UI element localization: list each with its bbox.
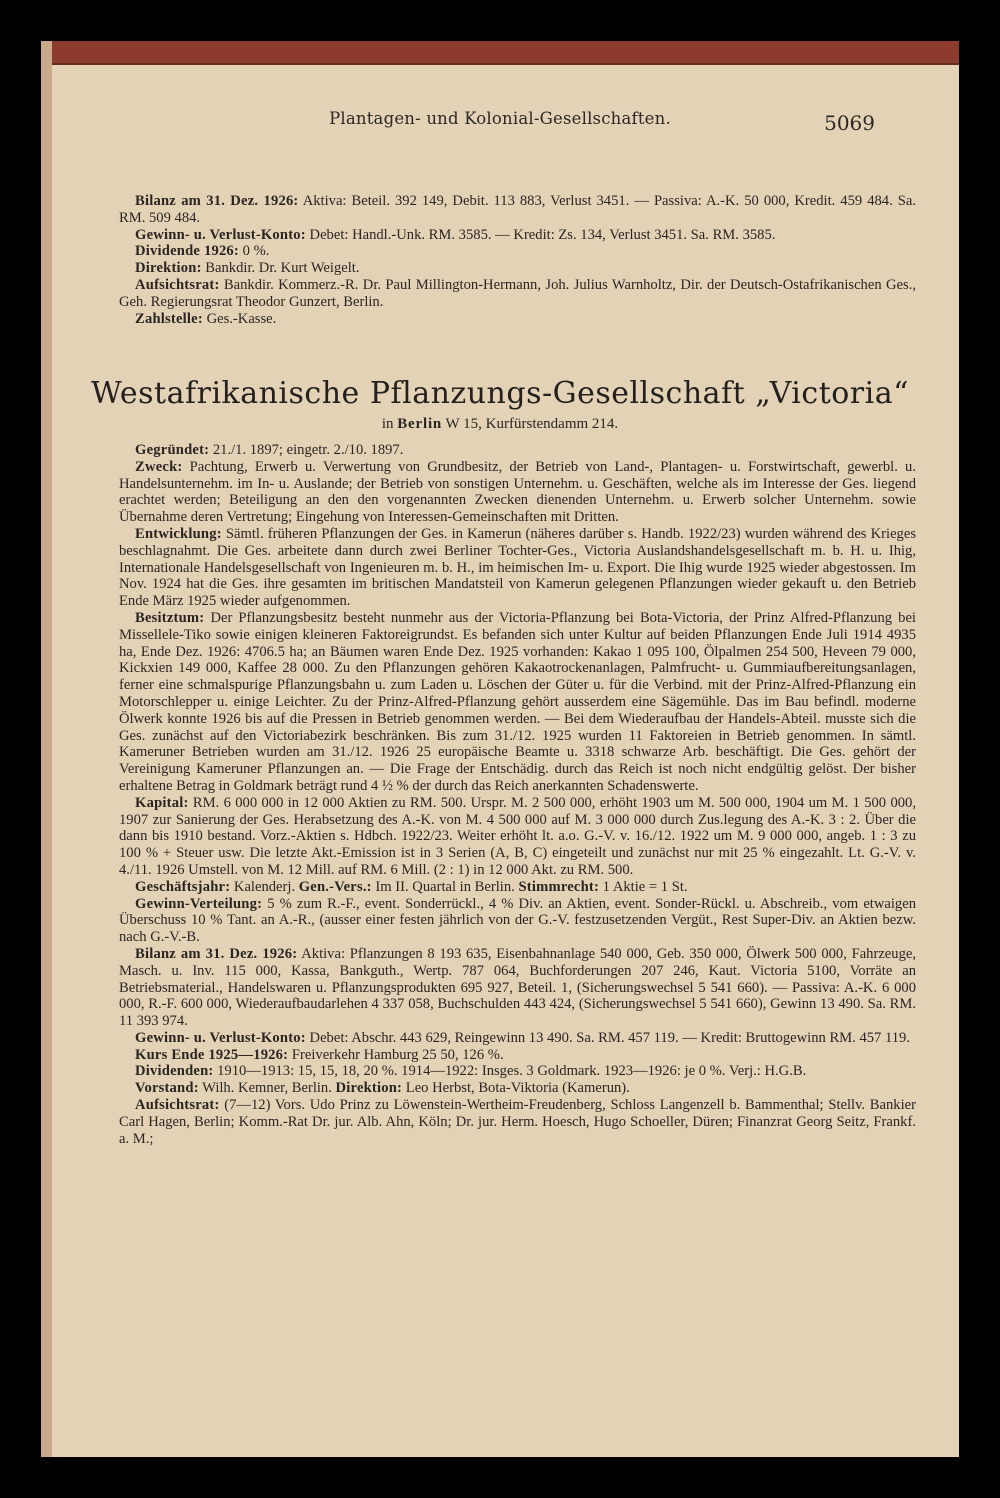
entry-paragraph (119, 1080, 916, 1097)
entry-paragraph (119, 1063, 916, 1080)
entry-text: Ges.-Kasse. (202, 310, 277, 327)
entry-paragraph (119, 260, 916, 277)
entry-text: Pachtung, Erwerb u. Verwertung von Grundbesitz, der Betrieb von Land-, Plantagen- u. Forstwirtschaft, gewerbl. u. Handelsunternehm. im In- u. Auslande; der Betrieb von sonstigen Unternehm. u. Geschäften, welche als im Interesse der Ges. liegend erachtet werden; Beteiligung an den den vorgenannten Zwecken dienenden Unternehm. u. Erwerb solcher Unternehm. sowie Übernahme deren Vertretung; Eingehung von Interessen-Gemeinschaften mit Dritten. (119, 458, 916, 526)
entry-paragraph (119, 243, 916, 260)
entry-paragraph (119, 795, 916, 879)
entry-label: Kapital: (135, 794, 189, 811)
entry-text: Sämtl. früheren Pflanzungen der Ges. in Kamerun (näheres darüber s. Handb. 1922/23) wurden während des Krieges beschlagnahmt. Die Ges. arbeitete dann durch zwei Berliner Tochter-Ges., Victoria Auslandshandelsgesellschaft m. b. H. u. Ihig, Internationale Handelsgesellschaft von Ingenieuren m. b. H., im heimischen Im- u. Export. Die Ihig wurde 1925 wieder abgestossen. Im Nov. 1924 hat die Ges. ihre gesamten im britischen Mandatsteil von Kamerun gelegenen Pflanzungen wieder gekauft u. den Betrieb Ende März 1925 wieder aufgenommen. (119, 525, 916, 610)
entry-paragraph (119, 277, 916, 311)
entry-label: Kurs Ende 1925—1926: (135, 1046, 289, 1063)
entry-text: Wilh. Kemner, Berlin. (198, 1080, 336, 1097)
entry-paragraph (119, 879, 916, 896)
binding-edge (41, 41, 959, 65)
entry-label: Geschäftsjahr: (135, 878, 231, 895)
entry-label: Bilanz am 31. Dez. 1926: (135, 193, 299, 209)
entry-text-2: Im II. Quartal in Berlin. (371, 878, 519, 895)
entry-label: Bilanz am 31. Dez. 1926: (135, 945, 298, 962)
entry-label: Dividende 1926: (135, 243, 239, 260)
entry-label: Gewinn- u. Verlust-Konto: (135, 1029, 306, 1046)
entry-label: Zahlstelle: (135, 310, 203, 327)
entry-text-2: Leo Herbst, Bota-Viktoria (Kamerun). (402, 1080, 630, 1097)
entry-text: Freiverkehr Hamburg 25 50, 126 %. (288, 1046, 504, 1063)
location-prefix: in (381, 416, 398, 432)
entry-text: Aktiva: Beteil. 392 149, Debit. 113 883, Verlust 3451. — Passiva: A.-K. 50 000, Kredit. 459 484. Sa. RM. 509 484. (119, 193, 916, 226)
company-entry-section (119, 442, 916, 1147)
company-title: Westafrikanische Pflanzungs-Gesellschaft „Victoria“ (91, 376, 909, 411)
company-city: Berlin (397, 416, 443, 432)
company-location (41, 416, 959, 433)
entry-label: Gewinn- u. Verlust-Konto: (135, 226, 306, 243)
entry-paragraph (119, 946, 916, 1030)
entry-text: Kalenderj. (230, 878, 299, 895)
entry-text-3: 1 Aktie = 1 St. (599, 878, 688, 895)
book-page (41, 41, 959, 1457)
entry-label: Entwicklung: (135, 525, 222, 542)
page-margin-band (41, 41, 52, 1457)
entry-text: RM. 6 000 000 in 12 000 Aktien zu RM. 500. Urspr. M. 2 500 000, erhöht 1903 um M. 500 000, 1904 um M. 1 500 000, 1907 zur Sanierung der Ges. Herabsetzung des A.-K. von M. 4 500 000 auf M. 3 000 000 durch Zus.legung des A.-K. 3 : 2. Über die dann bis 1910 bestand. Vorz.-Aktien s. Hdbch. 1922/23. Weiter erhöht lt. a.o. G.-V. v. 16./12. 1922 um M. 9 000 000, angeb. 1 : 3 zu 100 % + Steuer usw. Die letzte Akt.-Emission ist in 3 Serien (A, B, C) eingeteilt und zunächst nur mit 25 % eingezahlt. Lt. G.-V. v. 4./11. 1926 Umstell. von M. 12 Mill. auf RM. 6 Mill. (2 : 1) in 12 000 Akt. zu RM. 500. (119, 794, 916, 878)
page-number: 5069 (824, 111, 875, 135)
entry-label: Aufsichtsrat: (135, 276, 220, 293)
entry-paragraph (119, 610, 916, 795)
page-header (41, 105, 959, 135)
entry-label: Besitztum: (135, 609, 205, 626)
entry-text: 21./1. 1897; eingetr. 2./10. 1897. (209, 442, 404, 458)
entry-paragraph (119, 1030, 916, 1047)
entry-text: 1910—1913: 15, 15, 18, 20 %. 1914—1922: Insges. 3 Goldmark. 1923—1926: je 0 %. Verj.: H.G.B. (213, 1063, 807, 1080)
entry-label: Aufsichtsrat: (135, 1097, 220, 1114)
previous-company-section (119, 193, 916, 327)
entry-text: (7—12) Vors. Udo Prinz zu Löwenstein-Wertheim-Freudenberg, Schloss Langenzell b. Bammenthal; Stellv. Bankier Carl Hagen, Berlin; Komm.-Rat Dr. jur. Alb. Ahn, Köln; Dr. jur. Herm. Hoesch, Hugo Schoeller, Düren; Finanzrat Georg Seitz, Frankf. a. M.; (119, 1097, 916, 1147)
company-address: W 15, Kurfürstendamm 214. (442, 416, 619, 432)
entry-label: Gewinn-Verteilung: (135, 895, 263, 912)
entry-label-3: Stimmrecht: (518, 878, 600, 895)
entry-text: Bankdir. Dr. Kurt Weigelt. (201, 260, 360, 277)
entry-text: 5 % zum R.-F., event. Sonderrückl., 4 % Div. an Aktien, event. Sonder-Rückl. u. Abschreib., vom etwaigen Überschuss 10 % Tant. an A.-R., (ausser einer festen jährlich von der G.-V. festzusetzenden Vergüt., Rest Super-Div. an Aktien bezw. nach G.-V.-B. (119, 895, 916, 946)
entry-paragraph (119, 1047, 916, 1064)
entry-label: Gegründet: (135, 442, 210, 458)
entry-paragraph (119, 1097, 916, 1147)
entry-text: Debet: Handl.-Unk. RM. 3585. — Kredit: Zs. 134, Verlust 3451. Sa. RM. 3585. (305, 226, 776, 243)
entry-label-2: Gen.-Vers.: (298, 878, 372, 895)
entry-label: Dividenden: (135, 1063, 214, 1080)
entry-paragraph (119, 896, 916, 946)
entry-label: Vorstand: (135, 1080, 199, 1097)
entry-label: Zweck: (135, 458, 183, 475)
entry-paragraph (119, 526, 916, 610)
entry-text: Aktiva: Pflanzungen 8 193 635, Eisenbahnanlage 540 000, Geb. 350 000, Ölwerk 500 000, Fahrzeuge, Masch. u. Inv. 115 000, Kassa, Bankguth., Wertp. 787 064, Buchforderungen 207 246, Kaut. Victoria 5100, Vorräte an Betriebsmaterial., Handelswaren u. Pflanzungsprodukten 695 927, Beteil. 1, (Sicherungswechsel 5 541 660). — Passiva: A.-K. 6 000 000, R.-F. 600 000, Wiederaufbaudarlehen 4 337 058, Buchschulden 443 424, (Sicherungswechsel 5 541 660), Gewinn 13 490. Sa. RM. 11 393 974. (119, 945, 916, 1030)
running-title: Plantagen- und Kolonial-Gesellschaften. (329, 109, 671, 128)
entry-paragraph (119, 442, 916, 459)
entry-paragraph (119, 193, 916, 227)
entry-label-2: Direktion: (335, 1080, 403, 1097)
entry-text: 0 %. (239, 243, 270, 260)
entry-label: Direktion: (135, 260, 202, 277)
entry-paragraph (119, 311, 916, 328)
entry-text: Bankdir. Kommerz.-R. Dr. Paul Millington-Hermann, Joh. Julius Warnholtz, Dir. der Deutsch-Ostafrikanischen Ges., Geh. Regierungsrat Theodor Gunzert, Berlin. (119, 276, 916, 310)
entry-text: Der Pflanzungsbesitz besteht nunmehr aus der Victoria-Pflanzung bei Bota-Victoria, der Prinz Alfred-Pflanzung bei Missellele-Tiko sowie einigen kleineren Faktoreigrundst. Es befanden sich unter Kultur auf beiden Pflanzungen Ende Juli 1914 4935 ha, Ende Dez. 1926: 4706.5 ha; an Bäumen waren Ende Dez. 1925 vorhanden: Kakao 1 095 100, Ölpalmen 254 500, Heveen 79 000, Kickxien 149 000, Kaffee 28 000. Zu den Pflanzungen gehören Kakaotrockenanlagen, Palmfrucht- u. Gummiaufbereitungsanlagen, ferner eine schmalspurige Pflanzungsbahn u. zum Laden u. Löschen der Güter u. für die Verbind. mit der Prinz-Alfred-Pflanzung ein Motorschlepper u. einige Leichter. Zu der Prinz-Alfred-Pflanzung gehört ausserdem eine Sägemühle. Das im Bau befindl. moderne Ölwerk konnte 1926 bis auf die Pressen in Betrieb genommen werden. — Bei dem Wiederaufbau der Handels-Abteil. musste sich die Ges. zunächst auf den Victoriabezirk beschränken. Bis zum 31./12. 1925 wurden 11 Faktoreien in Betrieb genommen. In sämtl. Kameruner Betrieben wurden am 31./12. 1926 25 europäische Beamte u. 3318 schwarze Arb. beschäftigt. Die Ges. gehört der Vereinigung Kameruner Pflanzungen an. — Die Frage der Entschädig. durch das Reich ist noch nicht endgültig gelöst. Der bisher erhaltene Betrag in Goldmark beträgt rund 4 ½ % der durch das Reich anerkannten Schadenswerte. (119, 609, 916, 794)
entry-paragraph (119, 459, 916, 526)
entry-text: Debet: Abschr. 443 629, Reingewinn 13 490. Sa. RM. 457 119. — Kredit: Bruttogewinn RM. 457 119. (305, 1029, 910, 1046)
entry-paragraph (119, 227, 916, 244)
